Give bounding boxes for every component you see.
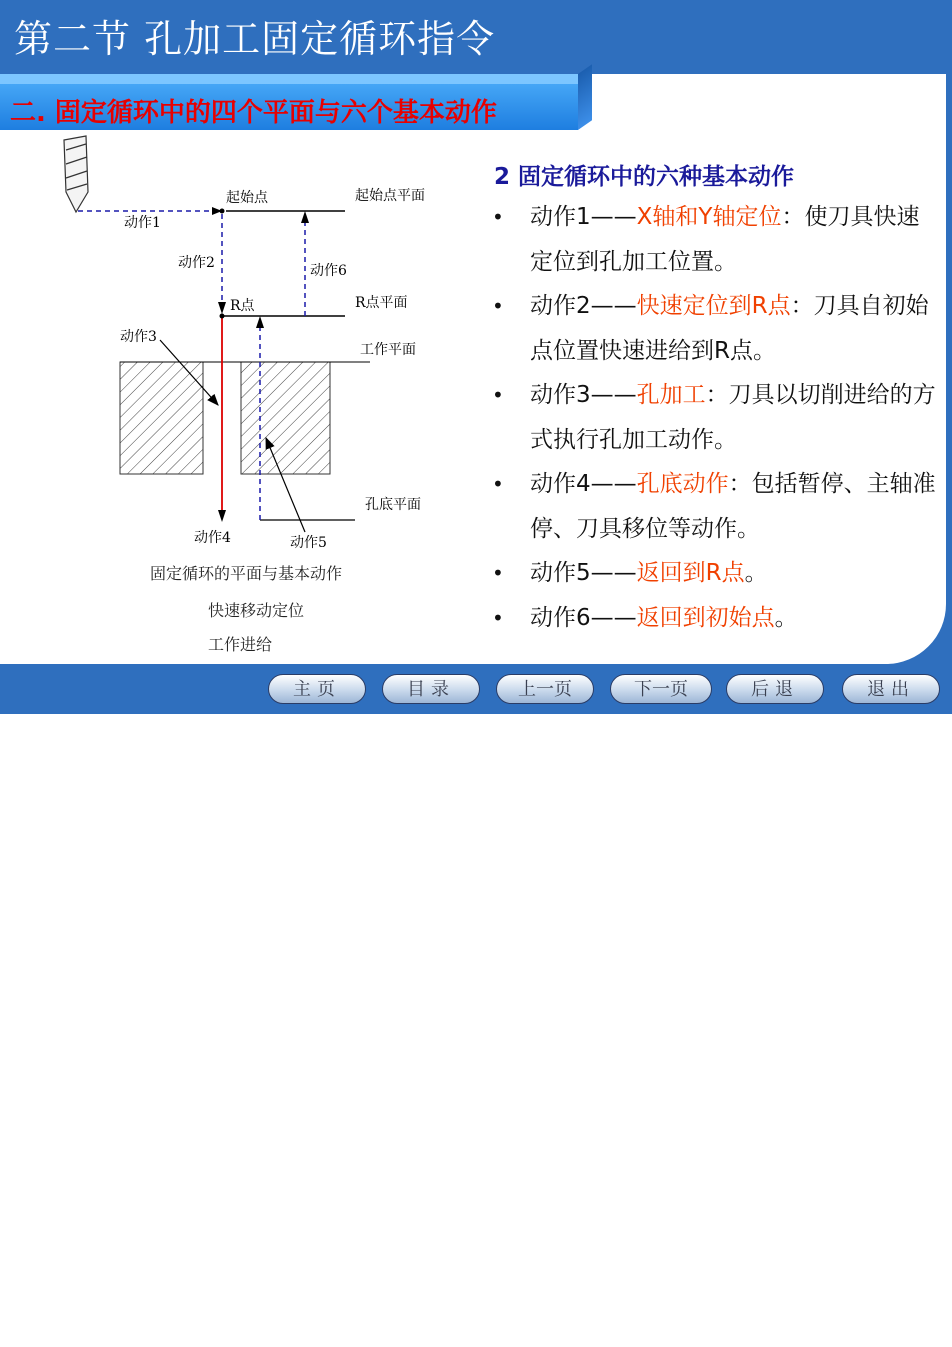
legend-feed-label: 工作进给 (208, 635, 273, 654)
action-item-6 (490, 596, 940, 641)
section-bar-side (578, 64, 592, 130)
label-action5: 动作5 (290, 535, 327, 551)
legend-rapid-label: 快速移动定位 (208, 601, 305, 620)
bullet-icon: • (492, 205, 504, 229)
label-r-plane: R点平面 (355, 295, 408, 311)
bullet-icon: • (492, 383, 504, 407)
action-desc: ：刀具以切削进给的方式执行孔加工动作。 (530, 382, 936, 453)
action-desc: 。 (774, 604, 798, 631)
action-item-4 (490, 462, 940, 551)
r-point-dot (220, 314, 225, 319)
action-desc: ：使刀具快速定位到孔加工位置。 (530, 204, 920, 275)
action-item-3 (490, 373, 940, 462)
action4-arrowhead (218, 510, 226, 522)
diagram-caption: 固定循环的平面与基本动作 (150, 564, 343, 583)
label-work-plane: 工作平面 (360, 342, 416, 358)
workpiece-right (241, 362, 330, 474)
action-highlight: X轴和Y轴定位 (636, 204, 782, 230)
action-prefix: 动作1—— (530, 204, 637, 230)
label-bottom-plane: 孔底平面 (365, 497, 421, 513)
exit-button[interactable]: 退出 (842, 674, 940, 704)
label-action4: 动作4 (194, 530, 231, 546)
action-highlight: 孔加工 (636, 382, 706, 408)
action-prefix: 动作6—— (530, 604, 637, 631)
home-button[interactable]: 主页 (268, 674, 366, 704)
label-action2: 动作2 (178, 255, 215, 271)
action-highlight: 快速定位到R点 (636, 293, 791, 319)
action-desc: ：刀具自初始点位置快速进给到R点。 (530, 293, 929, 364)
action-highlight: 孔底动作 (636, 471, 729, 497)
section-bar-top (0, 74, 590, 84)
drill-icon (64, 136, 88, 212)
bullet-icon: • (492, 294, 504, 318)
cycle-diagram (0, 130, 470, 600)
label-start-plane: 起始点平面 (355, 188, 425, 204)
bullet-icon: • (492, 605, 504, 630)
workpiece-left (120, 362, 203, 474)
label-action6: 动作6 (310, 263, 347, 279)
action-item-5 (490, 551, 940, 596)
next-page-button[interactable]: 下一页 (610, 674, 712, 704)
action-prefix: 动作2—— (530, 293, 637, 319)
label-start-point: 起始点 (226, 190, 268, 206)
label-r-point: R点 (230, 298, 255, 314)
actions-list (490, 195, 940, 640)
action-prefix: 动作3—— (530, 382, 637, 408)
label-action1: 动作1 (124, 215, 161, 231)
slide-title: 第二节 孔加工固定循环指令 (14, 17, 496, 61)
label-action3: 动作3 (120, 329, 157, 345)
toc-button[interactable]: 目录 (382, 674, 480, 704)
action5-arrowhead (256, 316, 264, 328)
action-desc: 。 (744, 560, 768, 586)
actions-heading: 2 固定循环中的六种基本动作 (494, 164, 795, 190)
bullet-icon: • (492, 472, 504, 496)
action2-arrowhead (218, 302, 226, 314)
bullet-icon: • (492, 561, 504, 585)
action-item-2 (490, 284, 940, 373)
start-point-dot (220, 209, 225, 214)
back-button[interactable]: 后退 (726, 674, 824, 704)
prev-page-button[interactable]: 上一页 (496, 674, 594, 704)
action6-arrowhead (301, 211, 309, 223)
action-prefix: 动作4—— (530, 471, 637, 497)
nav-bar (262, 672, 952, 710)
action-desc: ：包括暂停、主轴准停、刀具移位等动作。 (530, 471, 936, 542)
action-highlight: 返回到初始点 (636, 604, 775, 631)
action-prefix: 动作5—— (530, 560, 637, 586)
action-highlight: 返回到R点 (636, 560, 745, 586)
action-item-1 (490, 195, 940, 284)
section-title: 二. 固定循环中的四个平面与六个基本动作 (10, 98, 497, 128)
